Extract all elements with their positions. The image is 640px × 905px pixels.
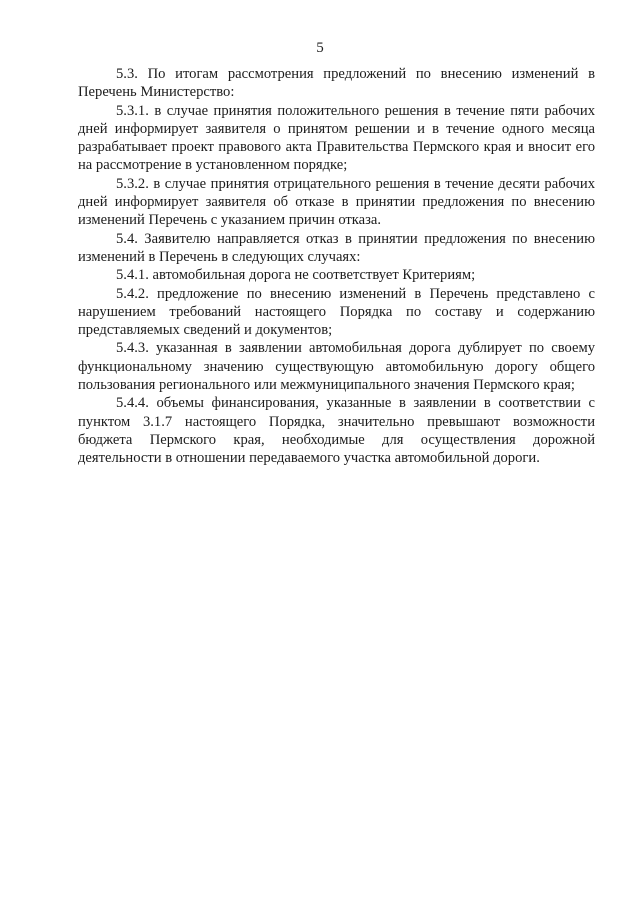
page-number: 5 — [316, 40, 324, 56]
paragraph-5-4-4: 5.4.4. объемы финансирования, указанные в заявлении в соответствии с пунктом 3.1.7 настоящего Порядка, значительно превышают возможности бюджета Пермского края, необходимые для осуществления дорожной деятельности в отношении передаваемого участка автомобильной дороги. — [78, 395, 595, 467]
paragraph-5-4-2: 5.4.2. предложение по внесению изменений в Перечень представлено с нарушением требований настоящего Порядка по составу и содержанию представляемых сведений и документов; — [78, 285, 595, 339]
paragraph-5-4-1: 5.4.1. автомобильная дорога не соответствует Критериям; — [116, 267, 476, 284]
paragraph-5-4-3: 5.4.3. указанная в заявлении автомобильная дорога дублирует по своему функциональному значению существующую автомобильную дорогу общего пользования регионального или межмуниципального значения Пермского края; — [78, 340, 595, 394]
document-body — [78, 65, 595, 468]
paragraph-5-3: 5.3. По итогам рассмотрения предложений по внесению изменений в Перечень Министерство: — [78, 66, 595, 101]
paragraph-5-3-2: 5.3.2. в случае принятия отрицательного решения в течение десяти рабочих дней информирует заявителя об отказе в принятии предложения по внесению изменений Перечень с указанием причин отказа. — [78, 175, 595, 229]
paragraph-5-3-1: 5.3.1. в случае принятия положительного решения в течение пяти рабочих дней информирует заявителя о принятом решении и в течение одного месяца разрабатывает проект правового акта Правительства Пермского края и вносит его на рассмотрение в установленном порядке; — [78, 102, 595, 174]
paragraph-5-4: 5.4. Заявителю направляется отказ в принятии предложения по внесению изменений в Перечень в следующих случаях: — [78, 230, 595, 265]
